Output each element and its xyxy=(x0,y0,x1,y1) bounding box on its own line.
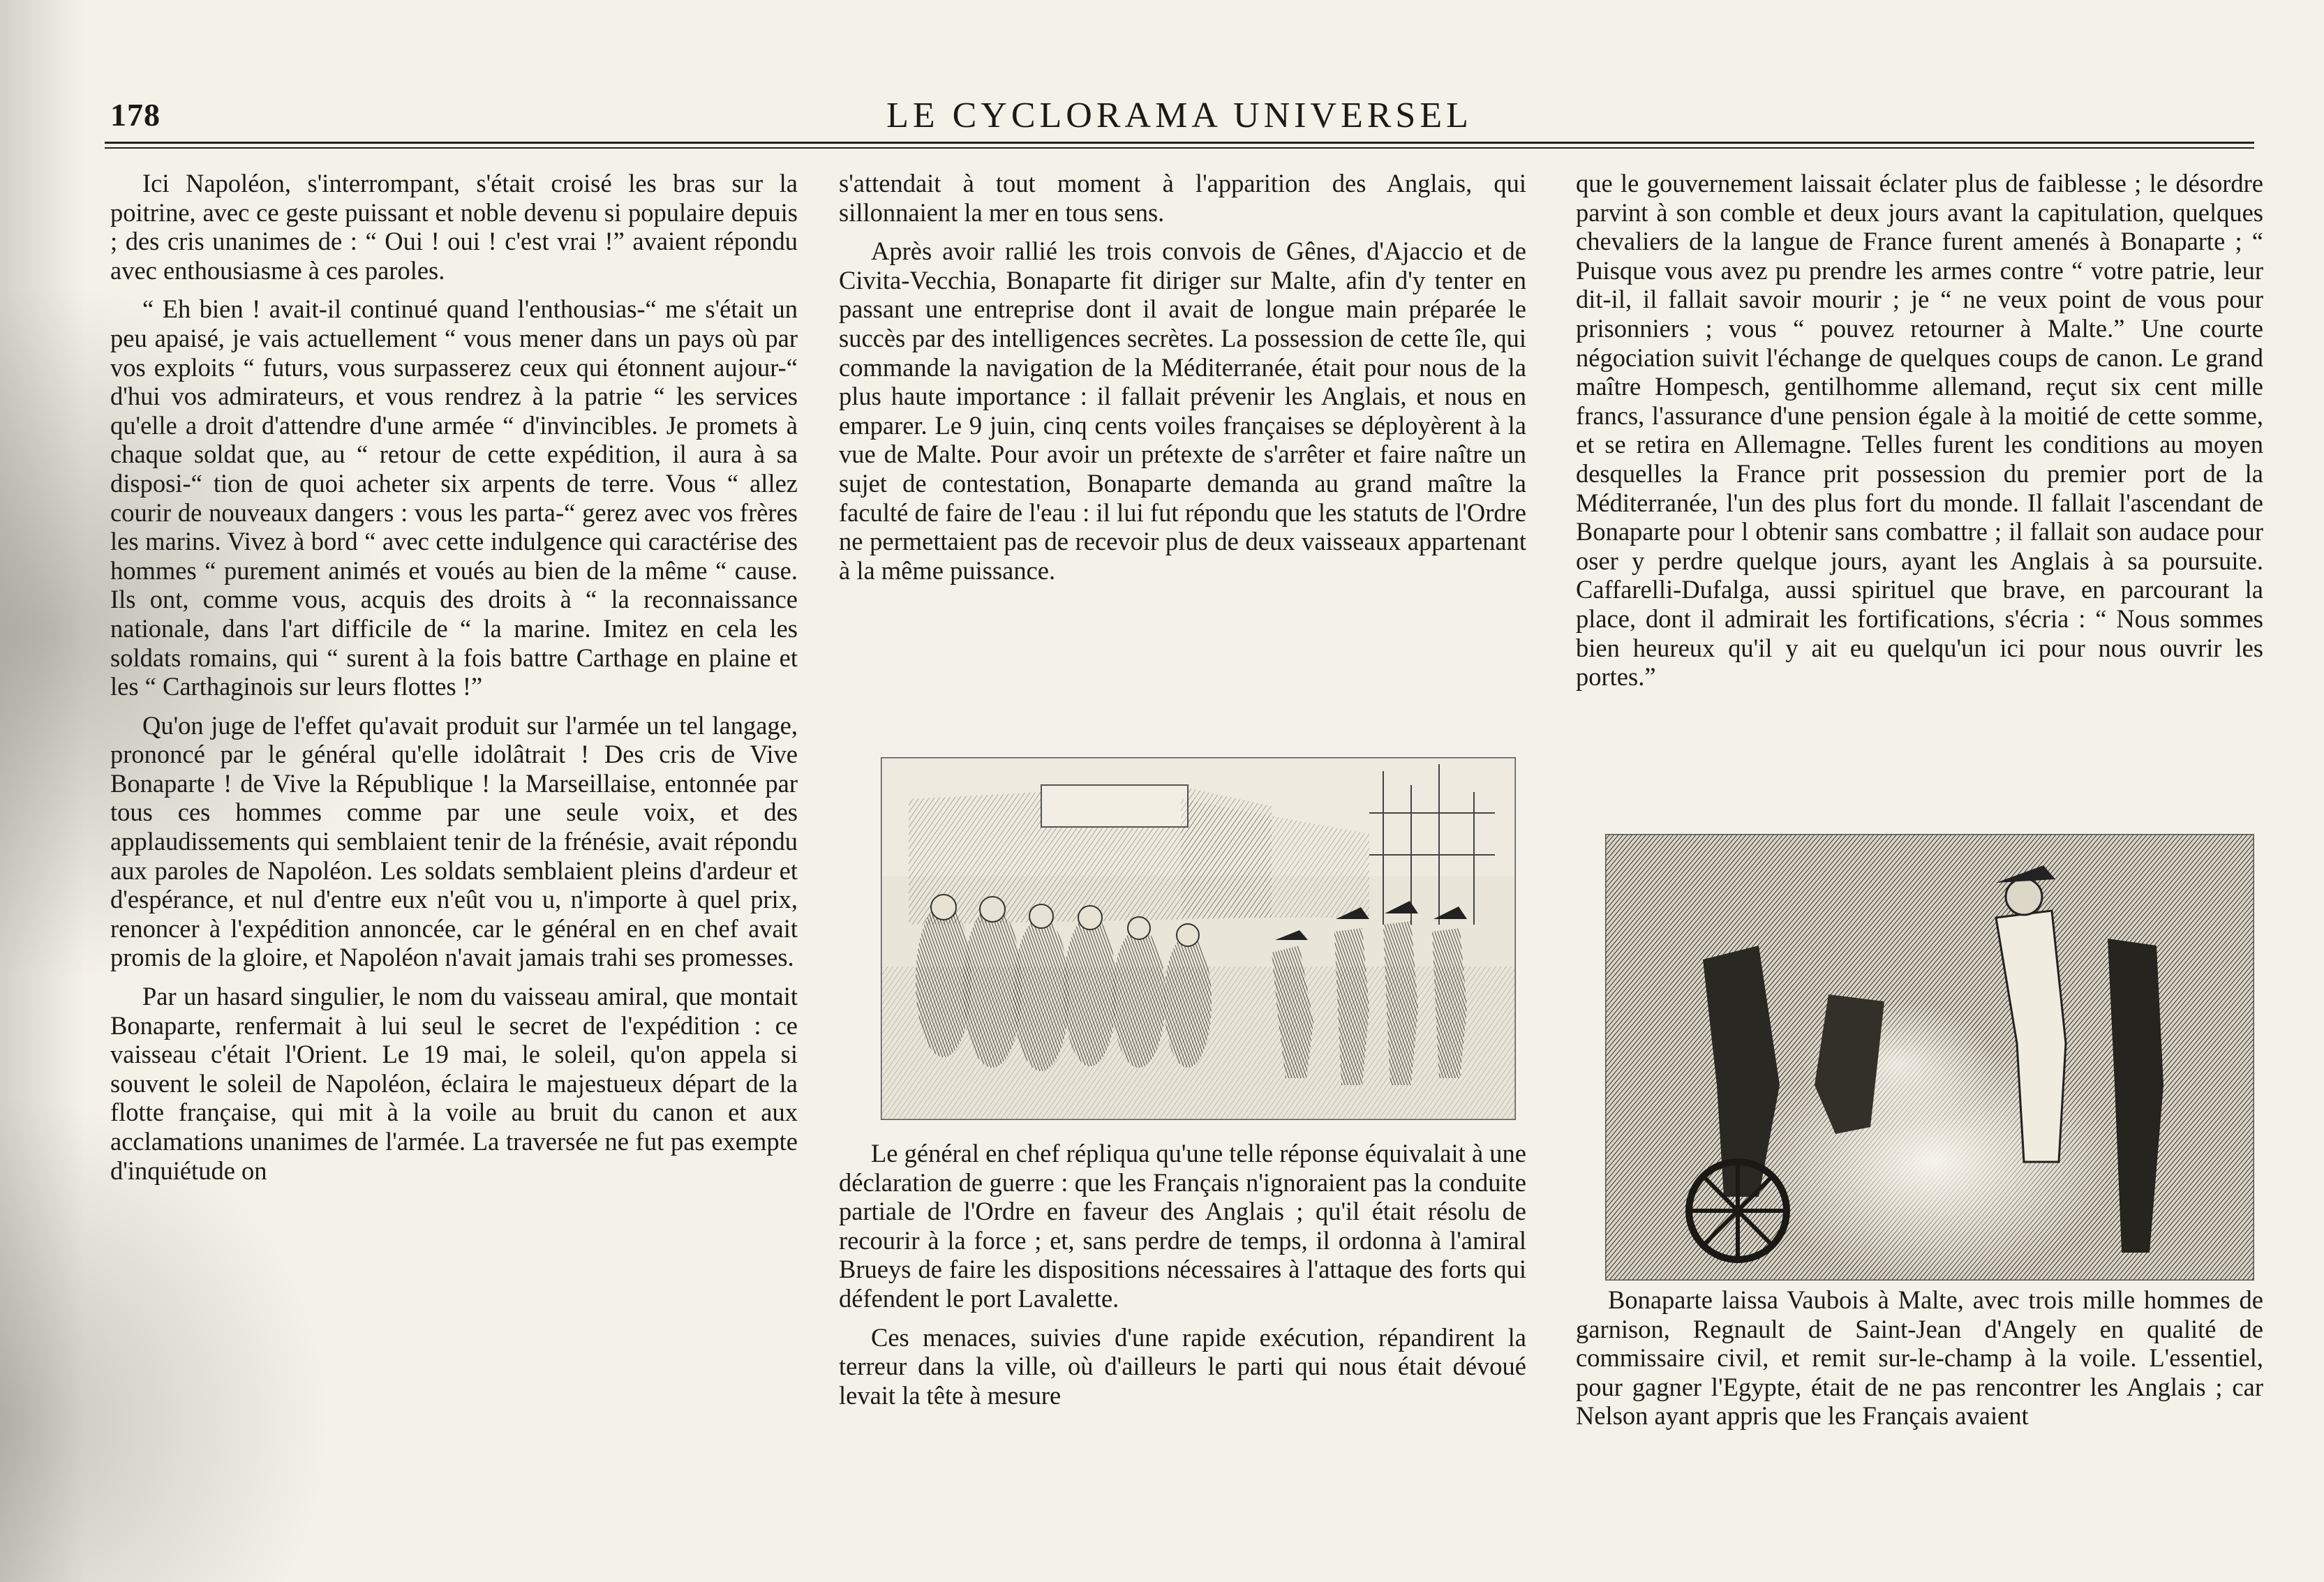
paragraph: Le général en chef répliqua qu'une telle réponse équivalait à une déclaration de guerre : que les Français n'ignoraient pas la conduite partiale de l'Ordre en faveur des Anglais ; qu'il était résolu de recourir à la force ; et, sans perdre de temps, il ordonna à l'amiral Brueys de faire les dispositions nécessaires à l'attaque des forts qui défendent le port Lavalette. xyxy=(839,1139,1526,1313)
paragraph: Après avoir rallié les trois convois de Gênes, d'Ajaccio et de Civita-Vecchia, Bonaparte fit diriger sur Malte, afin d'y tenter en passant une entreprise dont il avait de longue main préparée le succès par des intelligences secrètes. La possession de cette île, qui commande la navigation de la Méditerranée, était pour nous de la plus haute importance : il fallait prévenir les Anglais, et nous en emparer. Le 9 juin, cinq cents voiles françaises se déployèrent à la vue de Malte. Pour avoir un prétexte de s'arrêter et faire naître un sujet de contestation, Bonaparte demanda au grand maître la faculté de faire de l'eau : il lui fut répondu que les statuts de l'Ordre ne permettaient pas de recevoir plus de deux vaisseaux appartenant à la même puissance. xyxy=(839,237,1526,585)
paragraph: Bonaparte laissa Vaubois à Malte, avec trois mille hommes de garnison, Regnault de Saint-Jean d'Angely en qualité de commissaire civil, et remit sur-le-champ à la voile. L'essentiel, pour gagner l'Egypte, était de ne pas rencontrer les Anglais ; car Nelson ayant appris que les Français avaient xyxy=(1576,1285,2263,1431)
engraving-image xyxy=(1605,834,2254,1281)
paragraph: que le gouvernement laissait éclater plus de faiblesse ; le désordre parvint à son comble et deux jours avant la capitulation, quelques chevaliers de la langue de France furent amenés à Bonaparte ; “ Puisque vous avez pu prendre les armes contre “ votre patrie, leur dit-il, il fallait savoir mourir ; je “ ne veux point de vous pour prisonniers ; vous “ pouvez retourner à Malte.” Une courte négociation suivit l'échange de quelques coups de canon. Le grand maître Hompesch, gentilhomme allemand, reçut six cent mille francs, l'assurance d'une pension égale à la moitié de cette somme, et se retira en Allemagne. Telles furent les conditions au moyen desquelles la France prit possession du premier port de la Méditerranée, l'un des plus fort du monde. Il fallait l'ascendant de Bonaparte pour l obtenir sans combattre ; il fallait son audace pour oser y perdre quelque jours, ayant les Anglais à sa poursuite. Caffarelli-Dufalga, aussi spirituel que brave, en parcourant la place, dont il admirait les fortifications, s'écria : “ Nous sommes bien heureux qu'il y ait eu quelqu'un ici pour nous ouvrir les portes.” xyxy=(1576,169,2263,692)
page-header xyxy=(105,89,2254,138)
header-rule-thin xyxy=(105,147,2254,149)
header-rule xyxy=(105,142,2254,144)
column-1 xyxy=(110,169,798,1195)
paragraph: Qu'on juge de l'effet qu'avait produit sur l'armée un tel langage, prononcé par le général qu'elle idolâtrait ! Des cris de Vive Bonaparte ! de Vive la République ! la Marseillaise, entonnée par tous ces hommes comme par une seule voix, et des applaudissements qui semblaient tenir de la frénésie, avait répondu aux paroles de Napoléon. Les soldats semblaient pleins d'ardeur et d'espérance, et nul d'entre eux n'eût vou u, n'importe à quel prix, renoncer à l'expédition annoncée, car le général en en chef avait promis de la gloire, et Napoléon n'avait jamais trahi ses promesses. xyxy=(110,710,798,972)
engraving-skirmish-with-cannon xyxy=(1605,834,2254,1281)
engraving-bonaparte-at-malta xyxy=(881,757,1516,1120)
paragraph: Par un hasard singulier, le nom du vaisseau amiral, que montait Bonaparte, renfermait à lui seul le secret de l'expédition : ce vaisseau c'était l'Orient. Le 19 mai, le soleil, qu'on appela si souvent le soleil de Napoléon, éclaira le majestueux départ de la flotte française, qui mit à la voile au bruit du canon et aux acclamations unanimes de l'armée. La traversée ne fut pas exempte d'inquiétude on xyxy=(110,982,798,1185)
paragraph: s'attendait à tout moment à l'apparition des Anglais, qui sillonnaient la mer en tous sens. xyxy=(839,169,1526,227)
paragraph: Ici Napoléon, s'interrompant, s'était croisé les bras sur la poitrine, avec ce geste puissant et noble devenu si populaire depuis ; des cris unanimes de : “ Oui ! oui ! c'est vrai !” avaient répondu avec enthousiasme à ces paroles. xyxy=(110,169,798,285)
engraving-image xyxy=(881,757,1516,1120)
running-title: LE CYCLORAMA UNIVERSEL xyxy=(886,96,1473,135)
speech-paragraph: “ Eh bien ! avait-il continué quand l'enthousias-“ me s'était un peu apaisé, je vais actuellement “ vous mener dans un pays où par vos exploits “ futurs, vous surpasserez ceux qui étonnent aujour-“ d'hui vos admirateurs, et vous rendrez à la patrie “ les services qu'elle a droit d'attendre d'une armée “ d'invincibles. Je promets à chaque soldat que, au “ retour de cette expédition, il aura à sa disposi-“ tion de quoi acheter six arpents de terre. Vous “ allez courir de nouveaux dangers : vous les parta-“ gerez avec vos frères les marins. Vivez à bord “ avec cette indulgence qui caractérise des hommes “ purement animés et voués au bien de la même “ cause. Ils ont, comme vous, acquis des droits à “ la reconnaissance nationale, dans l'art difficile de “ la marine. Imitez en cela les soldats romains, qui “ surent à la fois battre Carthage en plaine et les “ Carthaginois sur leurs flottes !” xyxy=(110,294,798,701)
page-number: 178 xyxy=(110,97,161,133)
paragraph: Ces menaces, suivies d'une rapide exécution, répandirent la terreur dans la ville, où d'ailleurs le parti qui nous était dévoué levait la tête à mesure xyxy=(839,1322,1526,1410)
